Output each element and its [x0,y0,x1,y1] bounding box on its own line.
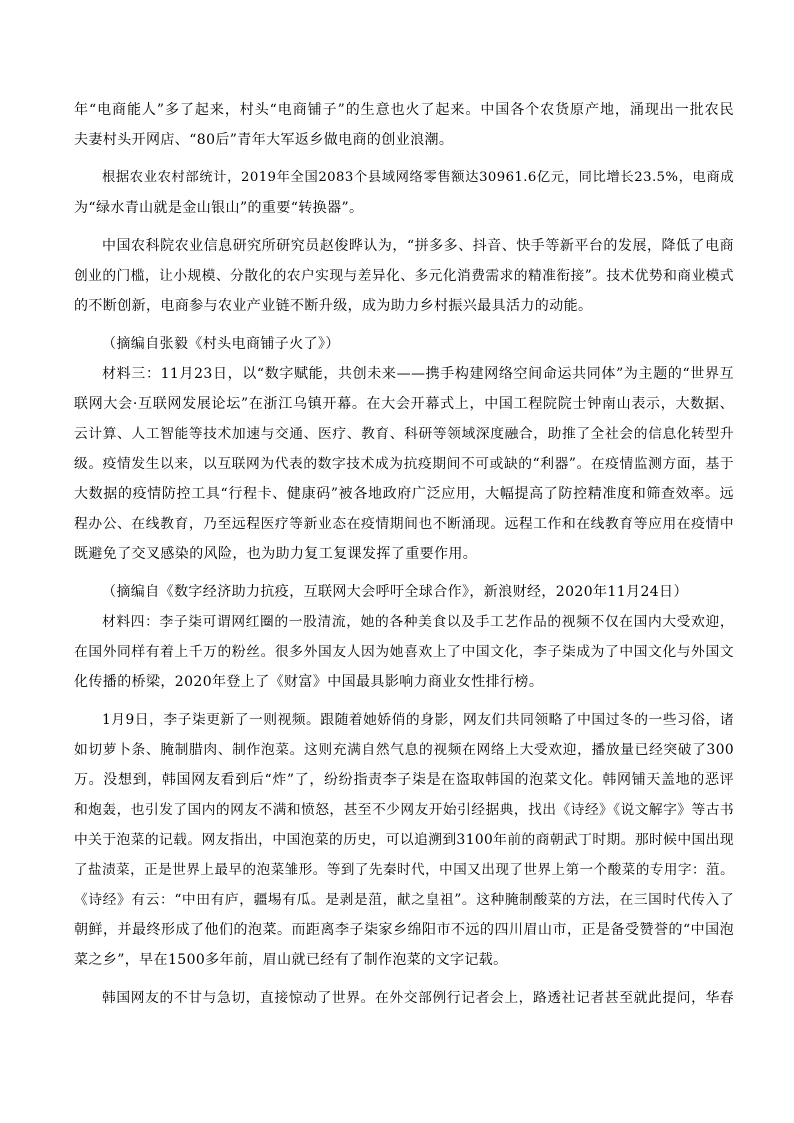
text-line: 了盐渍菜，正是世界上最早的泡菜雏形。等到了先秦时代，中国又出现了世界上第一个酸菜的专用字：菹。 [74,862,734,878]
text-line: 根据农业农村部统计，2019年全国2083个县域网络零售额达30961.6亿元，同比增长23.5%，电商成 [102,170,734,185]
text-line: 大数据的疫情防控工具“行程卡、健康码”被各地政府广泛应用，大幅提高了防控精准度和筛查效率。远 [74,486,734,502]
text-line: 和炮轰，也引发了国内的网友不满和愤怒，甚至不少网友开始引经据典，找出《诗经》《说文解字》等古书 [74,802,734,818]
text-line: 夫妻村头开网店、“80后”青年大军返乡做电商的创业浪潮。 [74,132,454,148]
text-line: 1月9日，李子柒更新了一则视频。跟随着她娇俏的身影，网友们共同领略了中国过冬的一些习俗，诸 [102,712,734,728]
text-line: 材料四：李子柒可谓网红圈的一股清流，她的各种美食以及手工艺作品的视频不仅在国内大受欢迎， [102,614,734,630]
text-line: 材料三：11月23日，以“数字赋能，共创未来——携手构建网络空间命运共同体”为主题的“世界互 [102,366,734,382]
text-line: 年“电商能人”多了起来，村头“电商铺子”的生意也火了起来。中国各个农货原产地，涌现出一批农民 [74,102,734,118]
text-line: 中国农科院农业信息研究所研究员赵俊晔认为，“拼多多、抖音、快手等新平台的发展，降低了电商 [102,238,734,254]
text-line: 万。没想到，韩国网友看到后“炸”了，纷纷指责李子柒是在盗取韩国的泡菜文化。韩网铺天盖地的恶评 [74,772,734,788]
text-line: 的不断创新，电商参与农业产业链不断升级，成为助力乡村振兴最具活力的动能。 [74,298,593,314]
text-line: 联网大会·互联网发展论坛”在浙江乌镇开幕。在大会开幕式上，中国工程院院士钟南山表示，大数据、 [74,396,734,412]
body-text [74,95,734,1013]
text-line: 韩国网友的不甘与急切，直接惊动了世界。在外交部例行记者会上，路透社记者甚至就此提问，华春 [102,990,734,1006]
text-line: 中关于泡菜的记载。网友指出，中国泡菜的历史，可以追溯到3100年前的商朝武丁时期。那时候中国出现 [74,832,734,848]
text-line: 在国外同样有着上千万的粉丝。很多外国友人因为她喜欢上了中国文化，李子柒成为了中国文化与外国文 [74,644,734,660]
text-line: 为“绿水青山就是金山银山”的重要“转换器”。 [74,200,364,216]
text-line: 级。疫情发生以来，以互联网为代表的数字技术成为抗疫期间不可或缺的“利器”。在疫情监测方面，基于 [74,456,734,472]
text-line: 菜之乡”，早在1500多年前，眉山就已经有了制作泡菜的文字记载。 [74,952,508,968]
text-line: 程办公、在线教育，乃至远程医疗等新业态在疫情期间也不断涌现。远程工作和在线教育等应用在疫情中 [74,516,734,532]
text-line: 如切萝卜条、腌制腊肉、制作泡菜。这则充满自然气息的视频在网络上大受欢迎，播放量已经突破了300 [74,742,734,758]
text-line: （摘编自《数字经济助力抗疫，互联网大会呼吁全球合作》，新浪财经，2020年11月24日） [102,584,688,600]
text-line: 《诗经》有云：“中田有庐，疆埸有瓜。是剥是菹，献之皇祖”。这种腌制酸菜的方法，在三国时代传入了 [74,892,734,908]
text-line: 创业的门槛，让小规模、分散化的农户实现与差异化、多元化消费需求的精准衔接”。技术优势和商业模式 [74,268,734,284]
text-line: 朝鲜，并最终形成了他们的泡菜。而距离李子柒家乡绵阳市不远的四川眉山市，正是备受赞誉的“中国泡 [74,922,734,938]
text-line: 既避免了交叉感染的风险，也为助力复工复课发挥了重要作用。 [74,546,478,562]
text-line: 云计算、人工智能等技术加速与交通、医疗、教育、科研等领域深度融合，助推了全社会的信息化转型升 [74,426,734,442]
text-line: （摘编自张毅《村头电商铺子火了》） [102,336,340,352]
text-line: 化传播的桥梁，2020年登上了《财富》中国最具影响力商业女性排行榜。 [74,674,544,690]
